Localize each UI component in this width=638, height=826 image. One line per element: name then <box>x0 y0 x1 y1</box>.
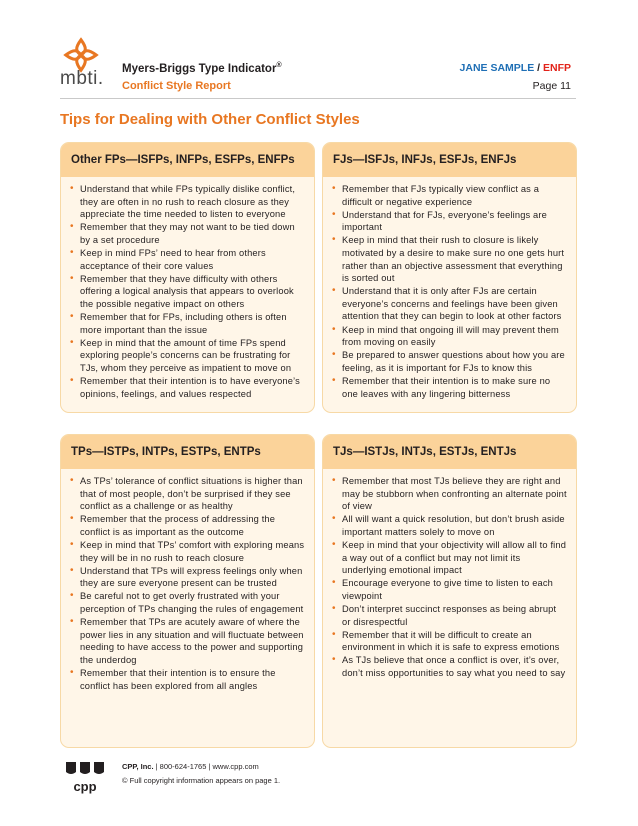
footer-copyright: © Full copyright information appears on page 1. <box>122 776 281 785</box>
tip-item: • Remember that their intention is to make sure no one leaves with any lingering bitterness <box>332 375 567 400</box>
tips-list <box>70 183 305 400</box>
tip-item: • As TPs’ tolerance of conflict situations is higher than that of most people, don’t be surprised if they see conflict as a challenge or as healthy <box>70 475 305 513</box>
tip-item: • As TJs believe that once a conflict is over, it’s over, don’t miss opportunities to say what you need to say <box>332 654 567 679</box>
tip-item: • Understand that TPs will express feelings only when they are sure everyone present can be trusted <box>70 565 305 590</box>
tip-item: • Keep in mind that the amount of time FPs spend exploring people’s concerns can be frustrating for TJs, whom they perceive as impatient to move on <box>70 337 305 375</box>
page-number: Page 11 <box>532 80 571 92</box>
cpp-logo-icon <box>64 760 106 794</box>
tip-item: • Remember that TPs are acutely aware of where the power lies in any situation and will fluctuate between needing to have access to the power and supporting the underdog <box>70 616 305 666</box>
tip-item: • Remember that most TJs believe they are right and may be stubborn when confronting an alternate point of view <box>332 475 567 513</box>
tip-item: • Remember that it will be difficult to create an environment in which it is safe to express emotions <box>332 629 567 654</box>
tip-item: • Keep in mind that ongoing ill will may prevent them from moving on easily <box>332 324 567 349</box>
panel-fjs <box>322 142 577 413</box>
tip-item: • Understand that for FJs, everyone’s feelings are important <box>332 209 567 234</box>
tip-item: • Remember that FJs typically view conflict as a difficult or negative experience <box>332 183 567 208</box>
company-contact: | 800-624-1765 | www.cpp.com <box>155 762 259 771</box>
panel-title: FJs—ISFJs, INFJs, ESFJs, ENFJs <box>323 143 576 177</box>
tips-list <box>332 475 567 680</box>
tip-item: • Remember that for FPs, including others is often more important than the issue <box>70 311 305 336</box>
tip-item: • Be careful not to get overly frustrated with your perception of TPs changing the rules of engagement <box>70 590 305 615</box>
company-name: CPP, Inc. <box>122 762 154 771</box>
tip-item: • Keep in mind that TPs’ comfort with exploring means they will be in no rush to reach closure <box>70 539 305 564</box>
panel-title: TJs—ISTJs, INTJs, ESTJs, ENTJs <box>323 435 576 469</box>
client-type: ENFP <box>542 62 571 74</box>
panel-title: TPs—ISTPs, INTPs, ESTPs, ENTPs <box>61 435 314 469</box>
panel-tjs <box>322 434 577 748</box>
tip-item: • Understand that it is only after FJs are certain everyone’s concerns and feelings have been given attention that they can begin to look at other factors <box>332 285 567 323</box>
mbti-logo-text: mbti. <box>60 68 104 89</box>
tip-item: • Keep in mind that your objectivity will allow all to find a way out of a conflict but may not limit its underlying emotional impact <box>332 539 567 577</box>
page-title: Tips for Dealing with Other Conflict Styles <box>60 111 360 128</box>
tip-item: • Remember that their intention is to have everyone’s opinions, feelings, and values respected <box>70 375 305 400</box>
report-product-title: Myers-Briggs Type Indicator® <box>122 62 282 75</box>
client-name-type <box>460 62 571 74</box>
panel-title: Other FPs—ISFPs, INFPs, ESFPs, ENFPs <box>61 143 314 177</box>
tip-item: • Remember that they may not want to be tied down by a set procedure <box>70 221 305 246</box>
tip-item: • Remember that their intention is to ensure the conflict has been explored from all angles <box>70 667 305 692</box>
cpp-logo-text: cpp <box>73 779 97 794</box>
tip-item: • All will want a quick resolution, but don’t brush aside important matters solely to move on <box>332 513 567 538</box>
footer-company <box>122 762 259 771</box>
tip-item: • Encourage everyone to give time to listen to each viewpoint <box>332 577 567 602</box>
tips-list <box>332 183 567 400</box>
tip-item: • Keep in mind that their rush to closure is likely motivated by a desire to make sure no one gets hurt rather than an objective assessment that everything is sorted out <box>332 234 567 284</box>
report-subtitle: Conflict Style Report <box>122 80 231 92</box>
tip-item: • Be prepared to answer questions about how you are feeling, as it is important for FJs to know this <box>332 349 567 374</box>
tip-item: • Remember that the process of addressing the conflict is as important as the outcome <box>70 513 305 538</box>
tip-item: • Don’t interpret succinct responses as being abrupt or disrespectful <box>332 603 567 628</box>
tip-item: • Keep in mind FPs’ need to hear from others acceptance of their core values <box>70 247 305 272</box>
tip-item: • Understand that while FPs typically dislike conflict, they are often in no rush to reach closure as they appreciate the time needed to listen to everyone <box>70 183 305 221</box>
client-name: JANE SAMPLE <box>459 62 535 74</box>
tip-item: • Remember that they have difficulty with others offering a logical analysis that appears to overlook the possible negative impact on others <box>70 273 305 311</box>
tips-list <box>70 475 305 692</box>
panel-tps <box>60 434 315 748</box>
panel-other-fps <box>60 142 315 413</box>
name-type-separator: / <box>537 62 541 74</box>
header-divider <box>60 98 576 99</box>
